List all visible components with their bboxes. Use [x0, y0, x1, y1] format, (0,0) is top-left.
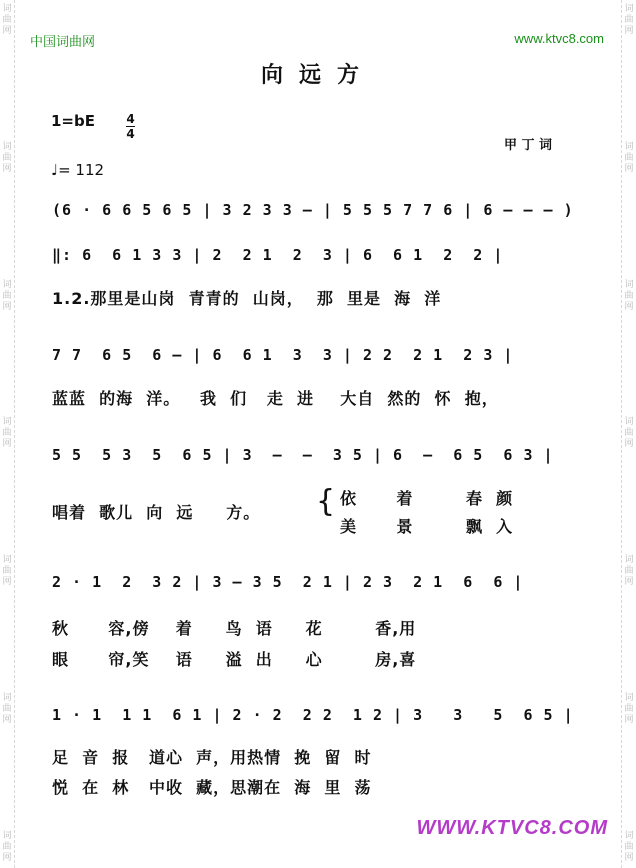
lyric-line-2: 蓝蓝 的海 洋。 我 们 走 进 大自 然的 怀 抱， — [52, 389, 499, 408]
song-title: 向远方 — [260, 63, 375, 88]
notes-line-4: 2 · 1 2 3 2 | 3 — 3 5 2 1 | 2 3 2 1 6 6 | — [52, 573, 524, 591]
key-signature: 1=bE — [51, 112, 95, 130]
lyric-line-3-verse2: 美 景 飘 入 — [340, 517, 514, 536]
notes-line-1: ‖: 6 6 1 3 3 | 2 2 1 2 3 | 6 6 1 2 2 | — [52, 246, 504, 264]
notes-line-5: 1 · 1 1 1 6 1 | 2 · 2 2 2 1 2 | 3 3 5 6 5 | — [52, 706, 574, 724]
tempo-marking: ♩= 112 — [51, 161, 105, 179]
notes-line-2: 7 7 6 5 6 — | 6 6 1 3 3 | 2 2 2 1 2 3 | — [52, 346, 514, 364]
lyricist-credit: 甲 丁 词 — [504, 138, 553, 153]
site-name: 中国词曲网 — [30, 35, 96, 50]
lyric-line-3-verse1: 依 着 春 颜 — [340, 489, 514, 508]
lyric-line-5-verse2: 悦 在 林 中收 藏，思潮在 海 里 荡 — [52, 778, 372, 797]
left-margin-watermark: 词 曲 网 词 曲 网 词 曲 网 词 曲 网 词 曲 网 词 曲 网 词 曲 网 — [0, 0, 15, 868]
time-signature: 4 4 — [126, 112, 135, 141]
lyric-line-4-verse1: 秋 容,傍 着 鸟 语 花 香,用 — [52, 619, 417, 638]
intro-notes: (6 · 6 6 5 6 5 | 3 2 3 3 — | 5 5 5 7 7 6 | 6 — — — ) — [52, 201, 574, 219]
lyric-line-4-verse2: 眼 帘,笑 语 溢 出 心 房,喜 — [52, 650, 417, 669]
verse-brace: { — [316, 484, 337, 519]
lyric-line-3: 唱着 歌儿 向 远 方。 — [52, 503, 261, 522]
footer-watermark: WWW.KTVC8.COM — [416, 817, 608, 839]
site-url[interactable]: www.ktvc8.com — [514, 31, 604, 46]
notes-line-3: 5 5 5 3 5 6 5 | 3 — — 3 5 | 6 — 6 5 6 3 | — [52, 446, 554, 464]
lyric-line-5-verse1: 足 音 报 道心 声，用热情 挽 留 时 — [52, 748, 372, 767]
right-margin-watermark: 词 曲 网 词 曲 网 词 曲 网 词 曲 网 词 曲 网 词 曲 网 词 曲 网 — [621, 0, 636, 868]
lyric-line-1: 1.2.那里是山岗 青青的 山岗， 那 里是 海 洋 — [52, 289, 442, 308]
